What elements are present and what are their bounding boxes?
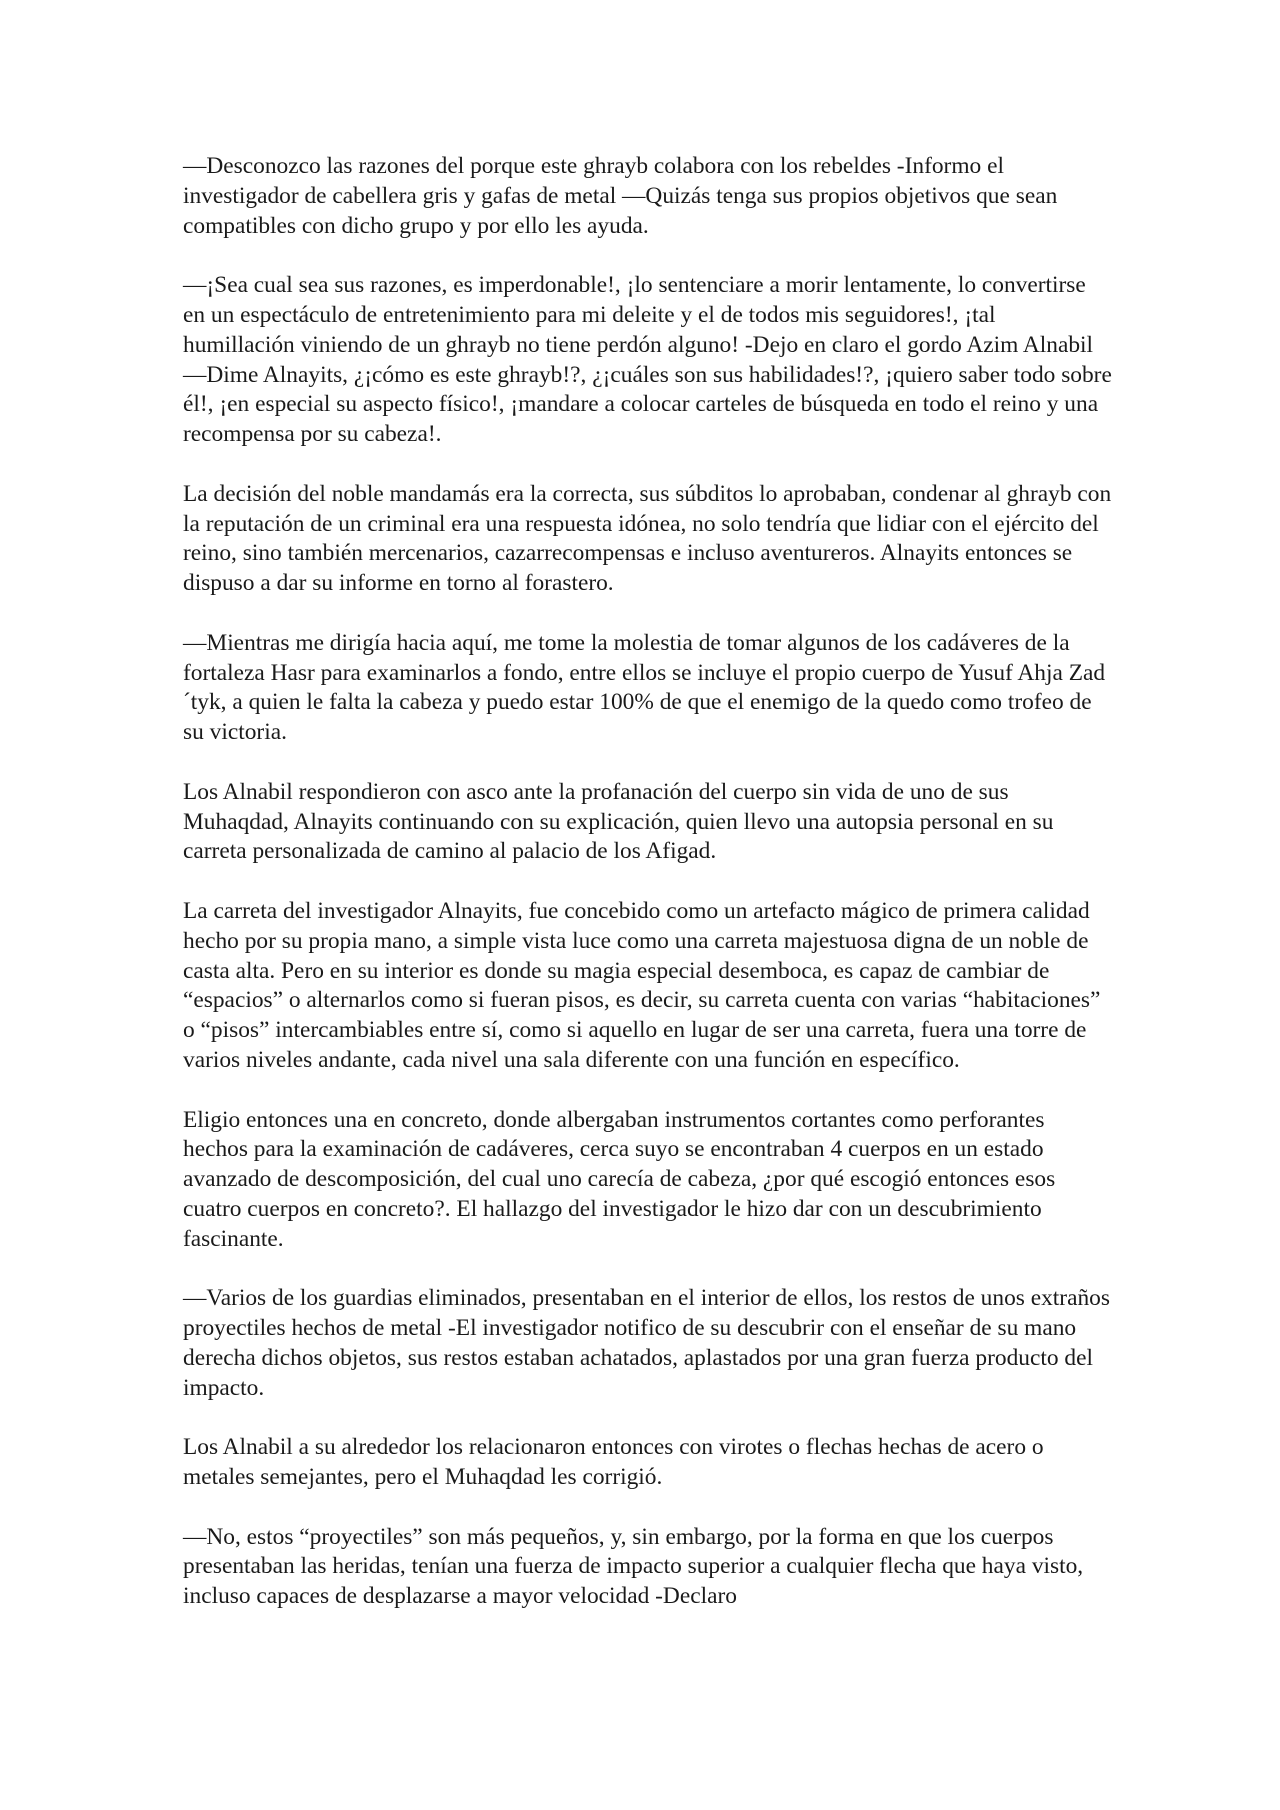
- paragraph-4: —Mientras me dirigía hacia aquí, me tome la molestia de tomar algunos de los cadáveres de la fortaleza Hasr para examinarlos a fondo, entre ellos se incluye el propio cuerpo de Yusuf Ahja Zad´tyk, a quien le falta la cabeza y puedo estar 100% de que el enemigo de la quedo como trofeo de su victoria.: [183, 629, 1106, 746]
- paragraph-8: —Varios de los guardias eliminados, presentaban en el interior de ellos, los restos de unos extraños proyectiles hechos de metal -El investigador notifico de su descubrir con el enseñar de su mano derecha dichos objetos, sus restos estaban achatados, aplastados por una gran fuerza producto del impacto.: [183, 1285, 1110, 1401]
- paragraph-10: —No, estos “proyectiles” son más pequeños, y, sin embargo, por la forma en que los cuerpos presentaban las heridas, tenían una fuerza de impacto superior a cualquier flecha que haya visto, incluso capaces de desplazarse a mayor velocidad -Declaro: [183, 1523, 1084, 1610]
- paragraph-9: Los Alnabil a su alrededor los relacionaron entonces con virotes o flechas hechas de acero o metales semejantes, pero el Muhaqdad les corrigió.: [183, 1434, 1044, 1491]
- paragraph-3: La decisión del noble mandamás era la correcta, sus súbditos lo aprobaban, condenar al ghrayb con la reputación de un criminal era una respuesta idónea, no solo tendría que lidiar con el ejército del reino, sino también mercenarios, cazarrecompensas e incluso aventureros. Alnayits entonces se dispuso a dar su informe en torno al forastero.: [183, 480, 1112, 597]
- paragraph-1: —Desconozco las razones del porque este ghrayb colabora con los rebeldes -Informo el investigador de cabellera gris y gafas de metal —Quizás tenga sus propios objetivos que sean compatibles con dicho grupo y por ello les ayuda.: [183, 153, 1058, 239]
- document-page: [183, 152, 1113, 1642]
- paragraph-7: Eligio entonces una en concreto, donde albergaban instrumentos cortantes como perforantes hechos para la examinación de cadáveres, cerca suyo se encontraban 4 cuerpos en un estado avanzado de descomposición, del cual uno carecía de cabeza, ¿por qué escogió entonces esos cuatro cuerpos en concreto?. El hallazgo del investigador le hizo dar con un descubrimiento fascinante.: [183, 1106, 1056, 1252]
- paragraph-2: —¡Sea cual sea sus razones, es imperdonable!, ¡lo sentenciare a morir lentamente, lo convertirse en un espectáculo de entretenimiento para mi deleite y el de todos mis seguidores!, ¡tal humillación viniendo de un ghrayb no tiene perdón alguno! -Dejo en claro el gordo Azim Alnabil —Dime Alnayits, ¿¡cómo es este ghrayb!?, ¿¡cuáles son sus habilidades!?, ¡quiero saber todo sobre él!, ¡en especial su aspecto físico!, ¡mandare a colocar carteles de búsqueda en todo el reino y una recompensa por su cabeza!.: [183, 272, 1112, 448]
- paragraph-5: Los Alnabil respondieron con asco ante la profanación del cuerpo sin vida de uno de sus Muhaqdad, Alnayits continuando con su explicación, quien llevo una autopsia personal en su carreta personalizada de camino al palacio de los Afigad.: [183, 778, 1054, 865]
- paragraph-6: La carreta del investigador Alnayits, fue concebido como un artefacto mágico de primera calidad hecho por su propia mano, a simple vista luce como una carreta majestuosa digna de un noble de casta alta. Pero en su interior es donde su magia especial desemboca, es capaz de cambiar de “espacios” o alternarlos como si fueran pisos, es decir, su carreta cuenta con varias “habitaciones” o “pisos” intercambiables entre sí, como si aquello en lugar de ser una carreta, fuera una torre de varios niveles andante, cada nivel una sala diferente con una función en específico.: [183, 897, 1101, 1073]
